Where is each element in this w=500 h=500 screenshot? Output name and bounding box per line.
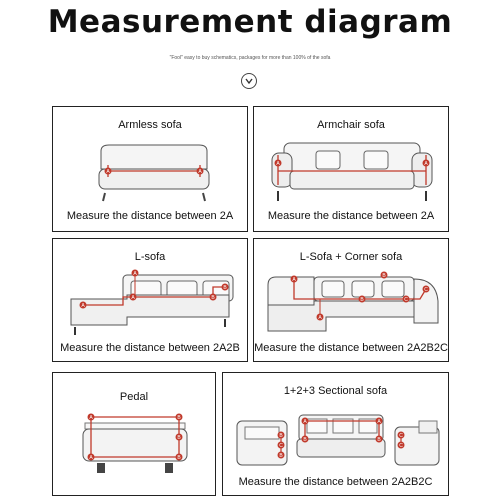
marker-c-label: C xyxy=(424,287,428,293)
marker-b-label: B xyxy=(223,285,227,291)
panel-title: L-sofa xyxy=(134,251,166,263)
panel-l-sofa-corner xyxy=(253,238,449,362)
marker-b-label: B xyxy=(177,455,181,461)
panel-title: 1+2+3 Sectional sofa xyxy=(283,385,388,397)
marker-a-label: A xyxy=(133,271,137,277)
marker-a-label: A xyxy=(303,419,307,425)
panel-title: Pedal xyxy=(119,391,149,403)
armchair-sofa-illustration xyxy=(254,135,450,217)
panel-title: Armless sofa xyxy=(118,119,182,131)
pedal-illustration xyxy=(53,403,217,495)
marker-a-label: A xyxy=(198,169,202,175)
marker-a-label: A xyxy=(377,419,381,425)
marker-a-label: A xyxy=(424,161,428,167)
page-title: Measurement diagram xyxy=(47,4,453,40)
chevron-down-icon xyxy=(241,73,257,89)
marker-a-label: A xyxy=(81,303,85,309)
marker-a-label: A xyxy=(318,315,322,321)
marker-c-label: C xyxy=(399,433,403,439)
panel-sectional-sofa xyxy=(222,372,449,496)
sectional-sofa-illustration xyxy=(223,399,450,479)
panel-title: L-Sofa + Corner sofa xyxy=(299,251,403,263)
marker-a-label: A xyxy=(276,161,280,167)
marker-b-label: B xyxy=(303,437,307,443)
marker-b-label: B xyxy=(177,415,181,421)
measure-text: Measure the distance between 2A xyxy=(267,210,435,222)
page-subtitle: "Fool" easy to buy schematics, packages for more than 100% of the sofa xyxy=(169,55,331,61)
marker-a-label: A xyxy=(89,455,93,461)
measure-text: Measure the distance between 2A2B2C xyxy=(238,476,433,488)
marker-c-label: C xyxy=(279,443,283,449)
marker-b-label: B xyxy=(211,295,215,301)
marker-b-label: B xyxy=(177,435,181,441)
marker-b-label: B xyxy=(377,437,381,443)
panel-pedal xyxy=(52,372,216,496)
marker-a-label: A xyxy=(292,277,296,283)
measure-text: Measure the distance between 2A2B xyxy=(60,342,240,354)
marker-b-label: B xyxy=(360,297,364,303)
corner-sofa-illustration xyxy=(254,265,450,347)
panel-l-sofa xyxy=(52,238,248,362)
marker-a-label: A xyxy=(106,169,110,175)
armless-sofa-illustration xyxy=(53,135,249,215)
marker-a-label: A xyxy=(89,415,93,421)
marker-c-label: C xyxy=(399,443,403,449)
l-sofa-illustration xyxy=(53,265,249,347)
measure-text: Measure the distance between 2A2B2C xyxy=(254,342,448,354)
marker-a-label: A xyxy=(131,295,135,301)
marker-c-label: C xyxy=(404,297,408,303)
marker-b-label: B xyxy=(279,453,283,459)
panel-armless-sofa xyxy=(52,106,248,232)
panel-armchair-sofa xyxy=(253,106,449,232)
measure-text: Measure the distance between 2A xyxy=(66,210,234,222)
panel-title: Armchair sofa xyxy=(317,119,385,131)
marker-b-label: B xyxy=(382,273,386,279)
marker-b-label: B xyxy=(279,433,283,439)
